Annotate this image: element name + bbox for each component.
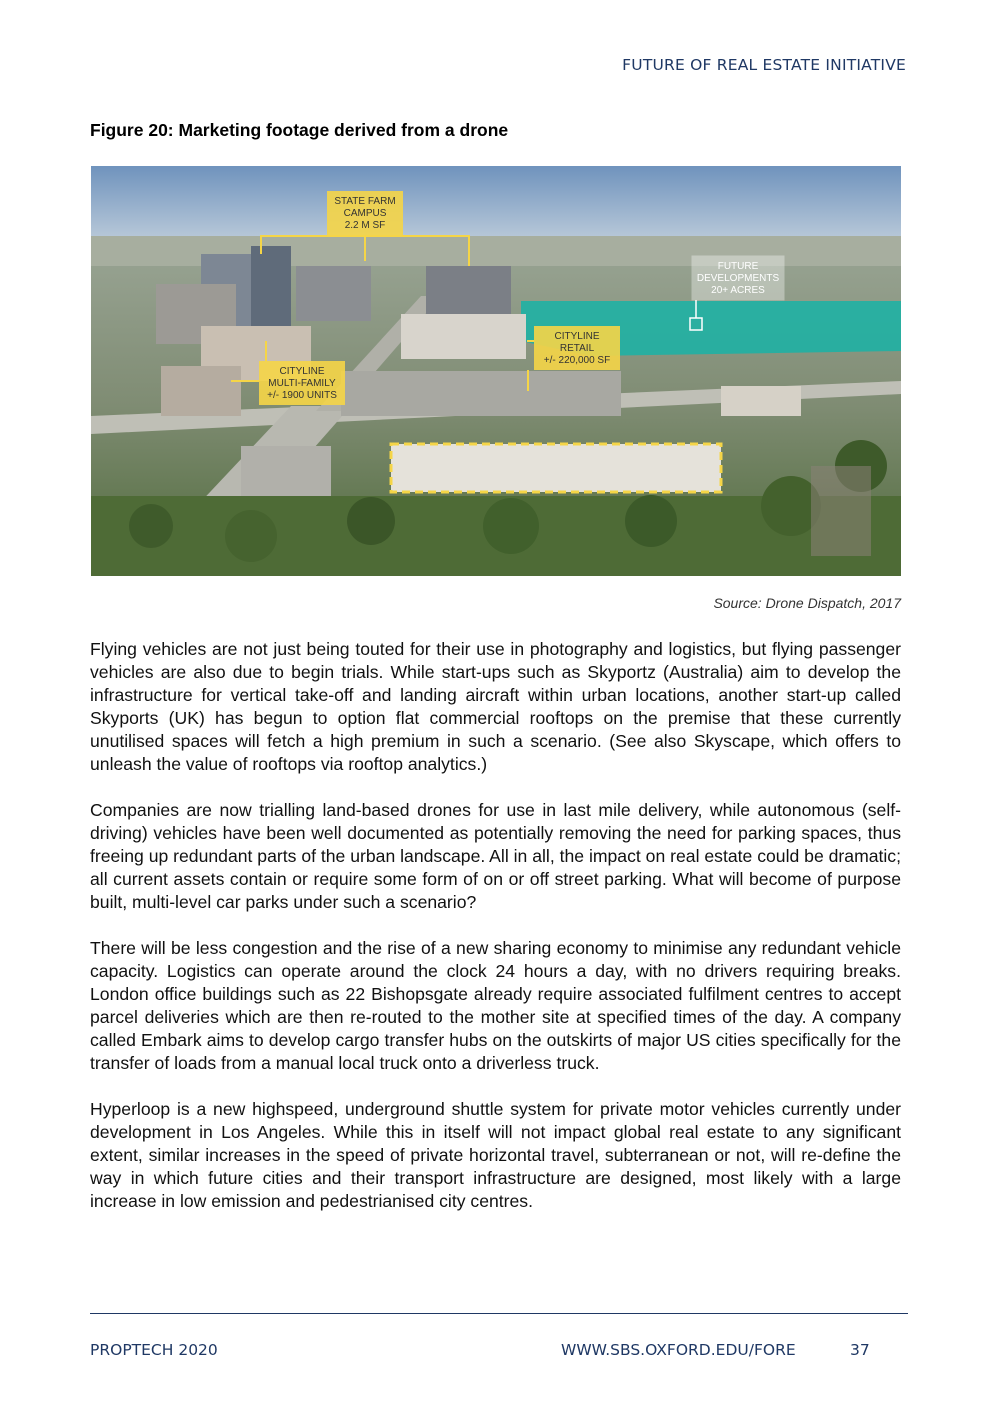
callout-state-farm-line3: 2.2 M SF xyxy=(344,220,386,231)
callout-state-farm-line1: STATE FARM xyxy=(334,196,396,207)
paragraph: Hyperloop is a new highspeed, underground shuttle system for private motor vehicles currently under development in Los Angeles. While this in itself will not impact global real estate to any significant extent, similar increases in the speed of private horizontal travel, subterranean or not, will re-define the way in which future cities and their transport infrastructure are designed, most likely with a large increase in low emission and pedestrianised city centres. xyxy=(90,1099,901,1211)
footer-divider xyxy=(90,1313,908,1314)
callout-mf-line1: CITYLINE xyxy=(279,366,325,377)
figure-title: Figure 20: Marketing footage derived from a drone xyxy=(90,120,509,140)
callout-retail-line1: CITYLINE xyxy=(554,331,600,342)
running-header: FUTURE OF REAL ESTATE INITIATIVE xyxy=(622,56,906,74)
callout-mf-line3: +/- 1900 UNITS xyxy=(267,390,337,401)
callout-retail-line2: RETAIL xyxy=(559,343,595,354)
callout-future-line3: 20+ ACRES xyxy=(711,285,765,296)
callout-retail-line3: +/- 220,000 SF xyxy=(543,355,611,366)
footer-url-link[interactable]: WWW.SBS.OXFORD.EDU/FORE xyxy=(561,1341,796,1359)
footer-publication: PROPTECH 2020 xyxy=(90,1341,218,1359)
callout-future-line1: FUTURE xyxy=(717,261,759,272)
paragraph: Companies are now trialling land-based drones for use in last mile delivery, while autonomous (self-driving) vehicles have been well documented as potentially removing the need for parking spaces, thus freeing up redundant parts of the urban landscape. All in all, the impact on real estate could be dramatic; all current assets contain or require some form of on or off street parking. What will become of purpose built, multi-level car parks under such a scenario? xyxy=(90,800,901,912)
callout-mf-line2: MULTI-FAMILY xyxy=(268,378,336,389)
highlighted-building xyxy=(391,444,721,492)
callout-future-line2: DEVELOPMENTS xyxy=(696,273,780,284)
paragraph: There will be less congestion and the rise of a new sharing economy to minimise any redundant vehicle capacity. Logistics can operate around the clock 24 hours a day, with no drivers requiring breaks. London office buildings such as 22 Bishopsgate already require associated fulfilment centres to accept parcel deliveries which are then re-routed to the mother site at specified times of the day. A company called Embark aims to develop cargo transfer hubs on the outskirts of major US cities specifically for the transfer of loads from a manual local truck onto a driverless truck. xyxy=(90,938,901,1073)
drone-photo xyxy=(91,166,901,576)
page-number: 37 xyxy=(850,1341,870,1359)
callout-state-farm-line2: CAMPUS xyxy=(343,208,387,219)
paragraph: Flying vehicles are not just being touted for their use in photography and logistics, but flying passenger vehicles are also due to begin trials. While start-ups such as Skyportz (Australia) aim to develop the infrastructure for vertical take-off and landing aircraft within urban locations, another start-up called Skyports (UK) has begun to option flat commercial rooftops on the premise that these currently unutilised spaces will fetch a high premium in such a scenario. (See also Skyscape, which offers to unleash the value of rooftops via rooftop analytics.) xyxy=(90,639,901,774)
body-text xyxy=(90,638,901,1236)
cityline-retail-block xyxy=(401,314,526,359)
figure-source: Source: Drone Dispatch, 2017 xyxy=(713,595,901,611)
